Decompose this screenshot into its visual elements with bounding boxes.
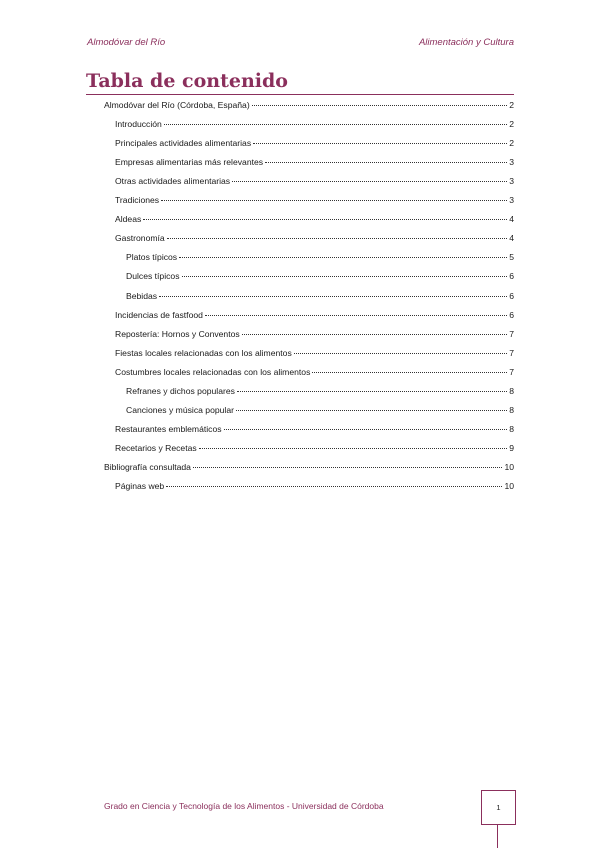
toc-dot-leader — [161, 200, 507, 201]
toc-entry-label: Recetarios y Recetas — [115, 443, 197, 453]
footer-text: Grado en Ciencia y Tecnología de los Alimentos - Universidad de Córdoba — [104, 801, 384, 811]
toc-entry-label: Refranes y dichos populares — [126, 386, 235, 396]
header-right-text: Alimentación y Cultura — [418, 37, 514, 48]
toc-entry-page: 8 — [509, 405, 514, 415]
toc-dot-leader — [242, 334, 508, 335]
toc-entry[interactable] — [126, 404, 514, 416]
toc-entry-label: Platos típicos — [126, 252, 178, 262]
toc-entry-label: Incidencias de fastfood — [115, 310, 203, 320]
toc-entry[interactable] — [104, 461, 514, 473]
toc-entry-label: Empresas alimentarias más relevantes — [115, 157, 264, 167]
toc-entry-page: 2 — [509, 100, 514, 110]
toc-entry-label: Repostería: Hornos y Conventos — [115, 329, 240, 339]
toc-dot-leader — [265, 162, 507, 163]
toc-entry-label: Principales actividades alimentarias — [115, 138, 252, 148]
toc-entry-page: 7 — [509, 367, 514, 377]
toc-dot-leader — [253, 143, 507, 144]
toc-entry-page: 9 — [509, 443, 514, 453]
toc-entry-page: 7 — [509, 348, 514, 358]
toc-entry-page: 10 — [504, 481, 514, 491]
page-number: 1 — [496, 803, 501, 812]
toc-entry-label: Introducción — [115, 119, 162, 129]
page-number-connector — [497, 824, 498, 848]
toc-dot-leader — [179, 257, 507, 258]
toc-entry[interactable] — [115, 156, 514, 168]
toc-dot-leader — [182, 276, 508, 277]
toc-entry-page: 8 — [509, 424, 514, 434]
toc-entry[interactable] — [126, 270, 514, 282]
toc-entry[interactable] — [126, 251, 514, 263]
toc-entry[interactable] — [126, 290, 514, 302]
toc-entry-label: Páginas web — [115, 481, 165, 491]
toc-dot-leader — [312, 372, 507, 373]
toc-entry-page: 10 — [504, 462, 514, 472]
toc-dot-leader — [193, 467, 502, 468]
toc-entry[interactable] — [115, 328, 514, 340]
toc-entry[interactable] — [115, 480, 514, 492]
toc-dot-leader — [232, 181, 507, 182]
page-title: Tabla de contenido — [86, 70, 288, 92]
toc-entry[interactable] — [115, 442, 514, 454]
toc-entry-page: 5 — [509, 252, 514, 262]
page-number-box — [481, 790, 516, 825]
toc-entry-label: Canciones y música popular — [126, 405, 234, 415]
toc-entry[interactable] — [115, 137, 514, 149]
toc-entry[interactable] — [115, 118, 514, 130]
toc-entry-label: Bibliografía consultada — [104, 462, 191, 472]
toc-dot-leader — [236, 410, 507, 411]
toc-entry-label: Tradiciones — [115, 195, 160, 205]
toc-entry-page: 4 — [509, 233, 514, 243]
toc-dot-leader — [237, 391, 507, 392]
toc-entry[interactable] — [115, 175, 514, 187]
toc-dot-leader — [199, 448, 508, 449]
toc-entry[interactable] — [115, 232, 514, 244]
toc-entry-label: Aldeas — [115, 214, 142, 224]
toc-entry[interactable] — [115, 213, 514, 225]
toc-entry-page: 3 — [509, 157, 514, 167]
toc-dot-leader — [224, 429, 508, 430]
toc-dot-leader — [164, 124, 507, 125]
toc-entry-page: 8 — [509, 386, 514, 396]
toc-entry-label: Dulces típicos — [126, 271, 180, 281]
toc-dot-leader — [143, 219, 507, 220]
toc-entry[interactable] — [126, 385, 514, 397]
toc-dot-leader — [166, 486, 502, 487]
toc-dot-leader — [294, 353, 507, 354]
toc-entry-label: Restaurantes emblemáticos — [115, 424, 222, 434]
toc-entry-page: 3 — [509, 176, 514, 186]
toc-entry-page: 7 — [509, 329, 514, 339]
toc-entry[interactable] — [115, 366, 514, 378]
toc-entry[interactable] — [115, 423, 514, 435]
toc-entry-page: 3 — [509, 195, 514, 205]
toc-dot-leader — [252, 105, 508, 106]
toc-entry-label: Gastronomía — [115, 233, 165, 243]
toc-entry-page: 2 — [509, 138, 514, 148]
toc-entry-page: 6 — [509, 310, 514, 320]
title-underline — [86, 94, 514, 95]
toc-entry-label: Bebidas — [126, 291, 158, 301]
toc-entry[interactable] — [115, 347, 514, 359]
toc-entry-label: Fiestas locales relacionadas con los alimentos — [115, 348, 292, 358]
toc-entry[interactable] — [115, 309, 514, 321]
toc-entry-label: Costumbres locales relacionadas con los alimentos — [115, 367, 311, 377]
toc-dot-leader — [167, 238, 508, 239]
toc-entry-page: 4 — [509, 214, 514, 224]
toc-dot-leader — [159, 296, 507, 297]
toc-entry[interactable] — [115, 194, 514, 206]
toc-entry-label: Almodóvar del Río (Córdoba, España) — [104, 100, 250, 110]
toc-entry-page: 2 — [509, 119, 514, 129]
header-left-text: Almodóvar del Río — [87, 37, 166, 48]
toc-entry-page: 6 — [509, 291, 514, 301]
toc-entry-label: Otras actividades alimentarias — [115, 176, 231, 186]
toc-entry-page: 6 — [509, 271, 514, 281]
toc-entry[interactable] — [104, 99, 514, 111]
toc-dot-leader — [205, 315, 507, 316]
